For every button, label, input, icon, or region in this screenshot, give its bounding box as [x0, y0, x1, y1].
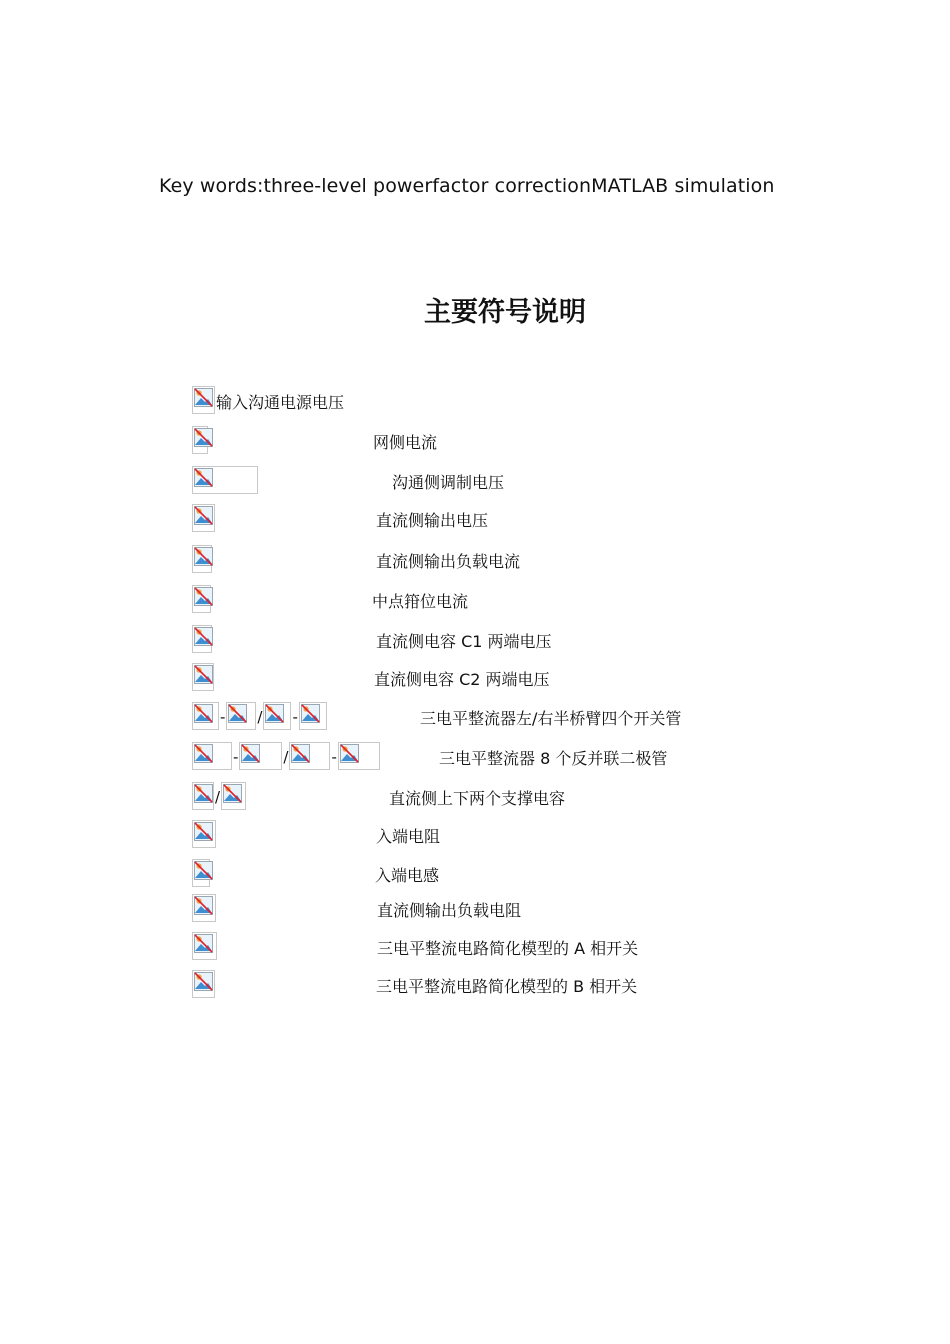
broken-image-icon [192, 585, 211, 613]
broken-image-icon [192, 820, 216, 848]
symbol-images [192, 742, 380, 770]
symbol-images [192, 859, 210, 887]
symbol-row [0, 504, 950, 544]
broken-image-icon [192, 970, 215, 998]
symbol-separator: - [220, 708, 226, 726]
broken-image-icon [192, 932, 217, 960]
keywords-line: Key words:three-level powerfactor correctionMATLAB simulation [159, 175, 775, 197]
symbol-description: 直流侧电容 C1 两端电压 [376, 632, 552, 651]
symbol-images [192, 932, 217, 960]
symbol-row [0, 894, 950, 934]
broken-image-icon [289, 742, 330, 770]
symbol-images [192, 504, 215, 532]
symbol-description: 入端电感 [375, 866, 440, 885]
broken-image-icon [239, 742, 282, 770]
broken-image-icon [192, 742, 232, 770]
broken-image-icon [192, 504, 215, 532]
symbol-description: 直流侧输出负载电流 [376, 552, 521, 571]
symbol-row [0, 932, 950, 972]
symbol-row [0, 426, 950, 466]
broken-image-icon [192, 625, 212, 653]
symbol-row [0, 663, 950, 703]
symbol-description: 三电平整流器左/右半桥臂四个开关管 [420, 709, 682, 728]
symbol-description: 三电平整流器 8 个反并联二极管 [439, 749, 668, 768]
symbol-description: 直流侧输出负载电阻 [377, 901, 522, 920]
symbol-row [0, 386, 950, 426]
symbol-images [192, 386, 215, 414]
broken-image-icon [263, 702, 291, 730]
broken-image-icon [226, 702, 256, 730]
broken-image-icon [192, 859, 210, 887]
broken-image-icon [192, 426, 208, 454]
symbol-row [0, 820, 950, 860]
symbol-separator: / [257, 708, 263, 726]
symbol-separator: / [283, 748, 289, 766]
symbol-row [0, 466, 950, 506]
symbol-description: 直流侧电容 C2 两端电压 [374, 670, 550, 689]
symbol-images [192, 426, 208, 454]
broken-image-icon [192, 782, 214, 810]
symbol-images [192, 663, 214, 691]
symbol-description: 三电平整流电路简化模型的 B 相开关 [376, 977, 638, 996]
symbol-description: 三电平整流电路简化模型的 A 相开关 [377, 939, 639, 958]
symbol-separator: / [215, 788, 221, 806]
symbol-row [0, 782, 950, 822]
broken-image-icon [192, 386, 215, 414]
symbol-description: 直流侧输出电压 [376, 511, 489, 530]
symbol-row [0, 585, 950, 625]
symbol-description: 中点箝位电流 [372, 592, 469, 611]
broken-image-icon [299, 702, 327, 730]
broken-image-icon [192, 663, 214, 691]
symbol-description: 入端电阻 [376, 827, 441, 846]
symbol-description: 输入沟通电源电压 [216, 393, 345, 412]
symbol-images [192, 782, 246, 810]
symbol-separator: - [233, 748, 239, 766]
symbol-images [192, 545, 212, 573]
symbol-row [0, 742, 950, 782]
broken-image-icon [192, 702, 219, 730]
symbol-row [0, 970, 950, 1010]
symbol-separator: - [331, 748, 337, 766]
symbol-images [192, 894, 216, 922]
symbol-separator: - [292, 708, 298, 726]
broken-image-icon [338, 742, 380, 770]
symbol-row [0, 859, 950, 899]
symbol-description: 沟通侧调制电压 [392, 473, 505, 492]
symbol-images [192, 625, 212, 653]
broken-image-icon [221, 782, 246, 810]
broken-image-icon [192, 545, 212, 573]
symbol-row [0, 702, 950, 742]
symbol-images [192, 585, 211, 613]
section-heading: 主要符号说明 [424, 297, 586, 328]
symbol-images [192, 466, 258, 494]
symbol-row [0, 545, 950, 585]
symbol-images [192, 970, 215, 998]
broken-image-icon [192, 894, 216, 922]
symbol-images [192, 820, 216, 848]
symbol-images [192, 702, 327, 730]
symbol-row [0, 625, 950, 665]
symbol-description: 直流侧上下两个支撑电容 [389, 789, 566, 808]
broken-image-icon [192, 466, 258, 494]
symbol-description: 网侧电流 [373, 433, 438, 452]
